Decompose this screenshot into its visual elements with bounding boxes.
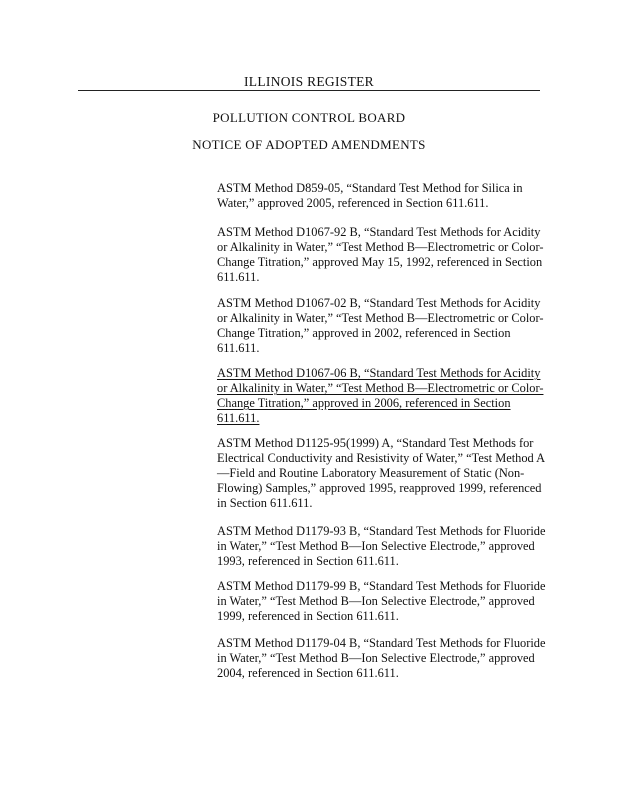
reference-entry: ASTM Method D1067-02 B, “Standard Test Methods for Acidity or Alkalinity in Water,” “Test Method B—Electrometric or Color-Change Titration,” approved in 2002, referenced in Section 611.611. bbox=[217, 296, 544, 355]
reference-entry: ASTM Method D1067-92 B, “Standard Test Methods for Acidity or Alkalinity in Water,” “Test Method B—Electrometric or Color-Change Titration,” approved May 15, 1992, referenced in Section 611.611. bbox=[217, 225, 544, 284]
board-name: POLLUTION CONTROL BOARD bbox=[212, 110, 406, 125]
reference-entry: ASTM Method D1179-99 B, “Standard Test Methods for Fluoride in Water,” “Test Method B—Ion Selective Electrode,” approved 1999, referenced in Section 611.611. bbox=[217, 579, 546, 623]
reference-entry: ASTM Method D1179-04 B, “Standard Test Methods for Fluoride in Water,” “Test Method B—Ion Selective Electrode,” approved 2004, referenced in Section 611.611. bbox=[217, 636, 546, 680]
reference-entry: ASTM Method D859-05, “Standard Test Method for Silica in Water,” approved 2005, referenced in Section 611.611. bbox=[217, 181, 523, 210]
notice-title: NOTICE OF ADOPTED AMENDMENTS bbox=[192, 137, 426, 152]
header-rule bbox=[78, 90, 540, 91]
reference-entry: ASTM Method D1125-95(1999) A, “Standard Test Methods for Electrical Conductivity and Resistivity of Water,” “Test Method A—Field and Routine Laboratory Measurement of Static (Non-Flowing) Samples,” approved 1995, reapproved 1999, referenced in Section 611.611. bbox=[217, 436, 546, 510]
register-title: ILLINOIS REGISTER bbox=[244, 74, 374, 89]
reference-entry: ASTM Method D1179-93 B, “Standard Test Methods for Fluoride in Water,” “Test Method B—Ion Selective Electrode,” approved 1993, referenced in Section 611.611. bbox=[217, 524, 546, 568]
reference-entry-added: ASTM Method D1067-06 B, “Standard Test Methods for Acidity or Alkalinity in Water,” “Test Method B—Electrometric or Color-Change Titration,” approved in 2006, referenced in Section 611.611. bbox=[217, 366, 544, 425]
